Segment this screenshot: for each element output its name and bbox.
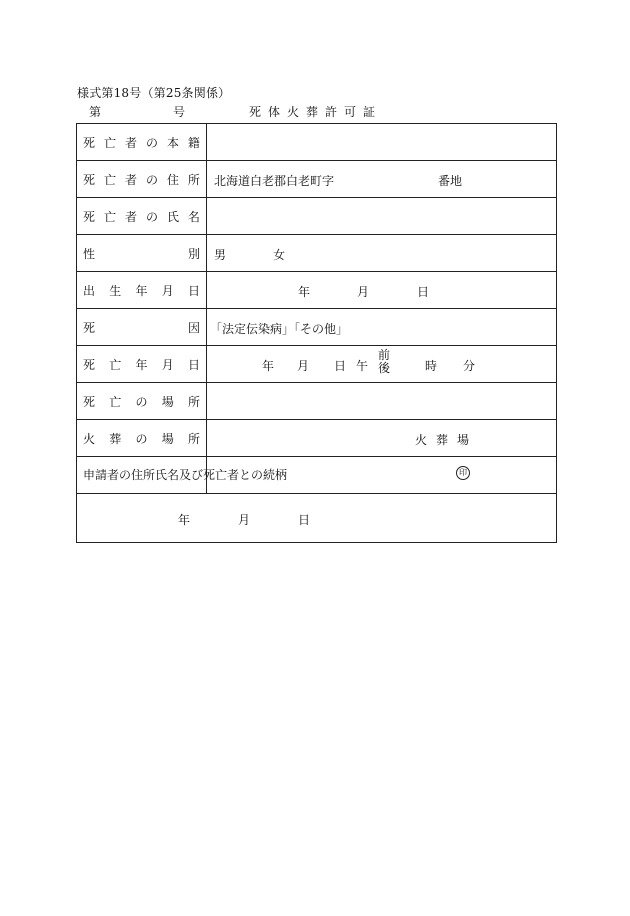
row-address — [77, 161, 557, 198]
label-char: の — [135, 394, 148, 409]
label-char: 月 — [161, 283, 174, 298]
issue-day: 日 — [298, 513, 311, 527]
label-address — [77, 161, 207, 198]
issue-month: 月 — [238, 513, 251, 527]
birth-month: 月 — [357, 285, 370, 299]
label-char: 火 — [83, 431, 96, 446]
address-prefix: 北海道白老郡白老町字 — [214, 174, 335, 188]
cremation-facility: 火葬場 — [415, 433, 479, 447]
field-death-date[interactable] — [207, 346, 557, 383]
label-char: 者 — [124, 209, 137, 224]
permit-header — [77, 103, 557, 121]
cause-options: 「法定伝染病」「その他」 — [210, 322, 349, 336]
label-applicant: 申請者の住所氏名及び死亡者との続柄 — [77, 457, 207, 494]
field-cremation-place[interactable] — [207, 420, 557, 457]
label-name — [77, 198, 207, 235]
label-char: 月 — [161, 357, 174, 372]
label-char: 亡 — [109, 394, 122, 409]
birth-day: 日 — [417, 285, 430, 299]
row-sex — [77, 235, 557, 272]
field-applicant[interactable] — [207, 457, 557, 494]
birth-year: 年 — [298, 285, 311, 299]
label-char: 年 — [135, 283, 148, 298]
label-sex — [77, 235, 207, 272]
label-char: の — [135, 431, 148, 446]
permit-title: 死体火葬許可証 — [249, 105, 383, 119]
label-char: 別 — [187, 246, 200, 261]
seal-mark: 印 — [456, 466, 470, 480]
permit-form-table — [76, 123, 557, 543]
row-cause — [77, 309, 557, 346]
label-char: 亡 — [103, 135, 116, 150]
label-char: 生 — [109, 283, 122, 298]
death-gozen-go: 午 — [356, 359, 369, 373]
label-char: 因 — [187, 320, 200, 335]
sex-female[interactable]: 女 — [273, 248, 286, 262]
address-banchi: 番地 — [438, 174, 463, 188]
label-cremation-place — [77, 420, 207, 457]
label-death-place — [77, 383, 207, 420]
label-char: 葬 — [109, 431, 122, 446]
row-name — [77, 198, 557, 235]
label-char: 死 — [83, 135, 96, 150]
label-char: 所 — [187, 172, 200, 187]
issue-year: 年 — [178, 513, 191, 527]
death-am: 前 — [378, 348, 391, 362]
label-char: 性 — [83, 246, 96, 261]
label-char: 死 — [83, 172, 96, 187]
label-char: 出 — [83, 283, 96, 298]
label-char: 死 — [83, 357, 96, 372]
label-char: 場 — [161, 431, 174, 446]
header-number-suffix: 号 — [173, 105, 186, 119]
field-death-place[interactable] — [207, 383, 557, 420]
label-char: 所 — [187, 431, 200, 446]
death-minute: 分 — [463, 359, 476, 373]
row-honseki — [77, 124, 557, 161]
field-name[interactable] — [207, 198, 557, 235]
death-pm: 後 — [378, 361, 391, 375]
label-char: 亡 — [103, 172, 116, 187]
field-birth[interactable] — [207, 272, 557, 309]
label-char: 名 — [187, 209, 200, 224]
label-char: の — [145, 135, 158, 150]
header-number-prefix: 第 — [89, 105, 102, 119]
label-char: 死 — [83, 394, 96, 409]
row-applicant — [77, 457, 557, 494]
label-char: 年 — [135, 357, 148, 372]
field-cause[interactable] — [207, 309, 557, 346]
death-day: 日 — [334, 359, 347, 373]
field-honseki[interactable] — [207, 124, 557, 161]
field-issue-date[interactable] — [77, 494, 557, 543]
label-char: 死 — [83, 209, 96, 224]
sex-male[interactable]: 男 — [214, 248, 227, 262]
label-char: 本 — [166, 135, 179, 150]
label-char: 死 — [83, 320, 96, 335]
label-death-date — [77, 346, 207, 383]
row-death-date — [77, 346, 557, 383]
row-death-place — [77, 383, 557, 420]
row-issue-date — [77, 494, 557, 543]
death-year: 年 — [262, 359, 275, 373]
row-birth — [77, 272, 557, 309]
label-birth — [77, 272, 207, 309]
death-hour: 時 — [425, 359, 438, 373]
label-char: 住 — [166, 172, 179, 187]
label-char: 者 — [124, 172, 137, 187]
label-char: 所 — [187, 394, 200, 409]
label-char: 籍 — [187, 135, 200, 150]
death-am-pm[interactable] — [378, 349, 390, 375]
label-char: 氏 — [166, 209, 179, 224]
label-char: 者 — [124, 135, 137, 150]
label-char: の — [145, 172, 158, 187]
label-char: の — [145, 209, 158, 224]
label-char: 日 — [187, 283, 200, 298]
row-cremation-place — [77, 420, 557, 457]
label-char: 亡 — [103, 209, 116, 224]
label-honseki — [77, 124, 207, 161]
label-char: 亡 — [109, 357, 122, 372]
field-address[interactable] — [207, 161, 557, 198]
label-char: 場 — [161, 394, 174, 409]
death-month: 月 — [297, 359, 310, 373]
field-sex[interactable] — [207, 235, 557, 272]
label-char: 日 — [187, 357, 200, 372]
form-reference: 様式第18号（第25条関係） — [77, 86, 231, 100]
label-cause — [77, 309, 207, 346]
